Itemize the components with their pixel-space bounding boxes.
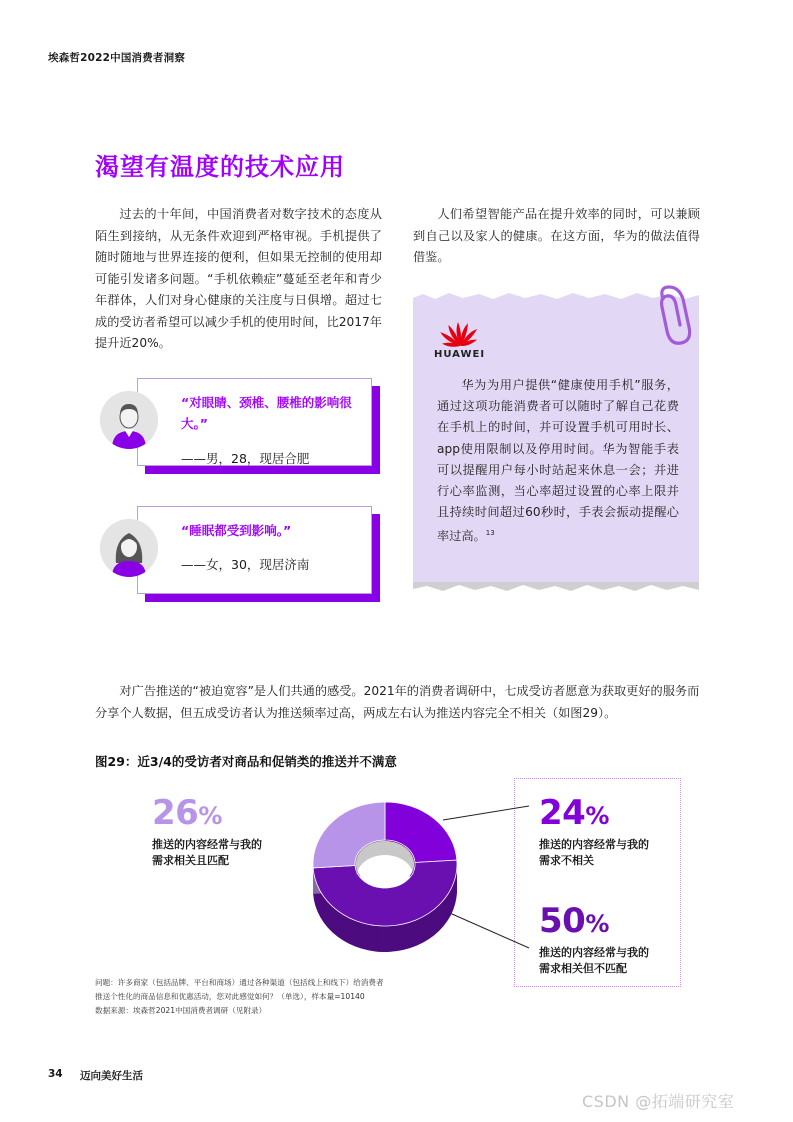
donut-top xyxy=(313,802,457,926)
page-number: 34 xyxy=(48,1068,63,1080)
note-line: 推送个性化的商品信息和优惠活动，您对此感觉如何？（单选），样本量=10140 xyxy=(95,992,365,1001)
stat-label xyxy=(539,945,649,977)
note-line: 数据来源：埃森哲2021中国消费者调研（见附录） xyxy=(95,1006,267,1015)
female-avatar-icon xyxy=(100,519,158,577)
stat-value xyxy=(539,903,649,942)
stat-label-line: 推送的内容经常与我的 xyxy=(539,946,649,959)
stat-value xyxy=(152,795,262,834)
stat-24 xyxy=(539,795,649,869)
card-shadow xyxy=(372,386,380,474)
stat-number: 50 xyxy=(539,901,586,941)
quote-card-1 xyxy=(137,378,380,474)
intro-paragraph-right: 人们希望智能产品在提升效率的同时，可以兼顾到自己以及家人的健康。在这方面，华为的做法值得借鉴。 xyxy=(413,207,700,264)
stat-label-line: 推送的内容经常与我的 xyxy=(539,838,649,851)
paper-clip-icon xyxy=(655,285,693,345)
section-title: 渴望有温度的技术应用 xyxy=(95,153,345,181)
card-shadow xyxy=(145,466,380,474)
footer-title: 迈向美好生活 xyxy=(80,1070,143,1082)
huawei-logo-text: HUAWEI xyxy=(434,349,486,360)
quote-text: “对眼睛、颈椎、腰椎的影响很大。” xyxy=(181,395,352,431)
quote-attribution: ——女，30，现居济南 xyxy=(181,557,310,572)
donut-chart xyxy=(300,786,470,966)
stat-unit: % xyxy=(585,802,609,830)
huawei-case-text xyxy=(437,375,679,548)
male-avatar-icon xyxy=(100,391,158,449)
figure-note xyxy=(95,976,415,1018)
stat-label xyxy=(539,837,649,869)
card-shadow xyxy=(145,594,380,602)
stat-50 xyxy=(539,903,649,977)
footnote-marker: 13 xyxy=(485,529,495,538)
quote-attribution: ——男，28，现居合肥 xyxy=(181,451,310,466)
stat-label-line: 需求相关但不匹配 xyxy=(539,962,627,975)
stat-label-line: 需求相关且匹配 xyxy=(152,854,229,867)
stat-value xyxy=(539,795,649,834)
stat-number: 24 xyxy=(539,793,586,833)
stat-number: 26 xyxy=(152,793,199,833)
quote-text: “睡眠都受到影响。” xyxy=(181,523,292,538)
body-paragraph: 对广告推送的“被迫宽容”是人们共通的感受。2021年的消费者调研中，七成受访者愿意为获取更好的服务而分享个人数据，但五成受访者认为推送频率过高，两成左右认为推送内容完全不相关（如图29）。 xyxy=(95,684,700,720)
note-line: 问题：许多商家（包括品牌、平台和商场）通过各种渠道（包括线上和线下）给消费者 xyxy=(95,978,384,987)
intro-paragraph-left: 过去的十年间，中国消费者对数字技术的态度从陌生到接纳，从无条件欢迎到严格审视。手机提供了随时随地与世界连接的便利，但如果无控制的使用却可能引发诸多问题。“手机依赖症”蔓延至老年和青少年群体，人们对身心健康的关注度与日俱增。超过七成的受访者希望可以减少手机的使用时间，比2017年提升近20%。 xyxy=(95,207,382,350)
figure-title: 图29：近3/4的受访者对商品和促销类的推送并不满意 xyxy=(95,754,397,769)
running-header: 埃森哲2022中国消费者洞察 xyxy=(48,52,186,64)
stat-label-line: 推送的内容经常与我的 xyxy=(152,838,262,851)
card-shadow xyxy=(372,514,380,602)
stat-unit: % xyxy=(585,910,609,938)
stat-unit: % xyxy=(198,802,222,830)
stat-label xyxy=(152,837,262,869)
quote-card-2 xyxy=(137,506,380,602)
watermark: CSDN @拓端研究室 xyxy=(582,1092,735,1111)
stat-26 xyxy=(152,795,262,869)
huawei-case-body: 华为为用户提供“健康使用手机”服务，通过这项功能消费者可以随时了解自己花费在手机上的时间，并可设置手机可用时长、app使用限制以及停用时间。华为智能手表可以提醒用户每小时站起来休息一会；并进行心率监测，当心率超过设置的心率上限并且持续时间超过60秒时，手表会振动提醒心率过高。 xyxy=(437,378,679,544)
stat-label-line: 需求不相关 xyxy=(539,854,594,867)
